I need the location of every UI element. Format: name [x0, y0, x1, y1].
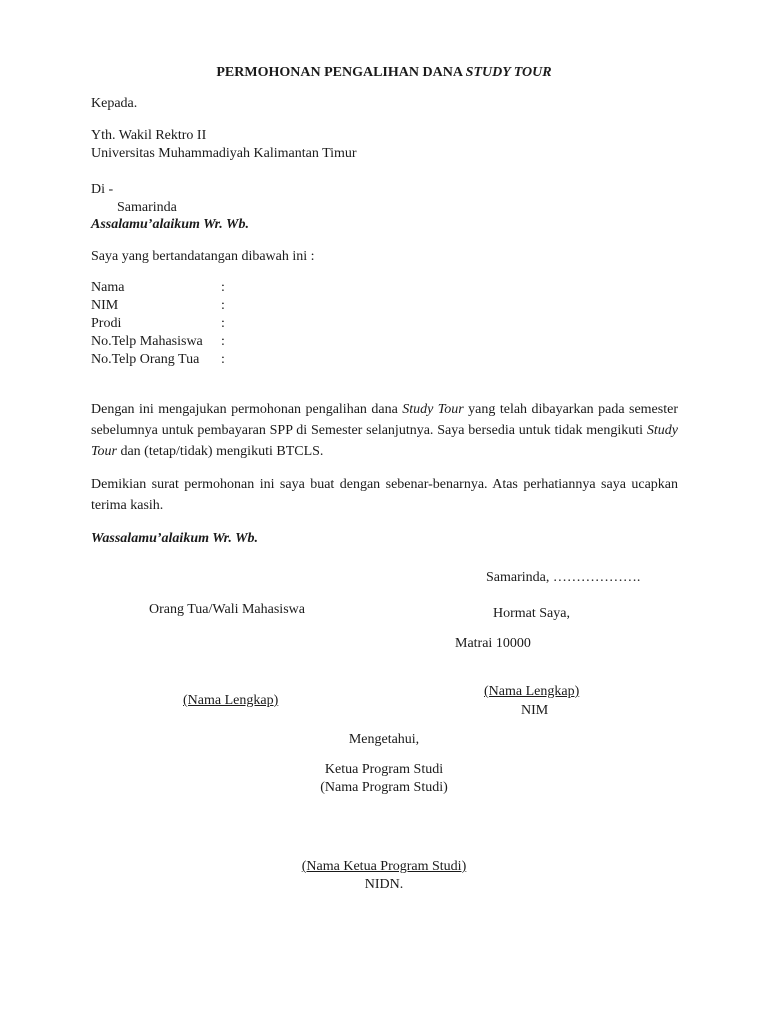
prodi-name-placeholder: (Nama Program Studi): [320, 780, 448, 795]
closing-greeting: Wassalamu’alaikum Wr. Wb.: [91, 531, 259, 546]
recipient-title: Yth. Wakil Rektro II: [91, 128, 207, 143]
field-row-prodi: [91, 315, 225, 333]
student-nim-label: NIM: [521, 703, 549, 718]
body-text: dan (tetap/tidak) mengikuti BTCLS.: [116, 444, 324, 459]
matrai-note: Matrai 10000: [455, 636, 531, 651]
opening-greeting: Assalamu’alaikum Wr. Wb.: [91, 217, 249, 232]
field-label: NIM: [91, 298, 119, 313]
kepada-line: Kepada.: [91, 96, 138, 111]
di-line: Di -: [91, 182, 114, 197]
body-text-italic: Study Tour: [91, 423, 678, 459]
field-colon: :: [221, 298, 225, 313]
kaprodi-name-placeholder: (Nama Ketua Program Studi): [301, 859, 467, 874]
field-label: No.Telp Mahasiswa: [91, 334, 203, 349]
field-colon: :: [221, 334, 225, 349]
field-row-nama: [91, 279, 225, 297]
kaprodi-title: Ketua Program Studi: [324, 762, 444, 777]
nidn-label: NIDN.: [364, 877, 404, 892]
field-label: No.Telp Orang Tua: [91, 352, 200, 367]
mengetahui-label: Mengetahui,: [348, 732, 420, 747]
parent-name-placeholder: (Nama Lengkap): [183, 693, 279, 708]
student-name-placeholder: (Nama Lengkap): [484, 684, 580, 699]
field-row-telp-orang-tua: [91, 351, 225, 369]
title-italic: STUDY TOUR: [465, 65, 552, 80]
body-text: Dengan ini mengajukan permohonan pengalihan dana: [91, 402, 403, 417]
field-row-telp-mahasiswa: [91, 333, 225, 351]
date-line: Samarinda, ……………….: [486, 570, 641, 585]
field-colon: :: [221, 316, 225, 331]
field-colon: :: [221, 280, 225, 295]
body-paragraph-closing: Demikian surat permohonan ini saya buat dengan sebenar-benarnya. Atas perhatiannya saya ucapkan terima kasih.: [91, 477, 678, 513]
title-main: PERMOHONAN PENGALIHAN DANA: [216, 65, 466, 80]
document-title: [0, 64, 768, 82]
field-label: Prodi: [91, 316, 122, 331]
field-row-nim: [91, 297, 225, 315]
intro-line: Saya yang bertandatangan dibawah ini :: [91, 249, 315, 264]
body-text-italic: Study Tour: [402, 402, 464, 417]
field-label: Nama: [91, 280, 125, 295]
field-colon: :: [221, 352, 225, 367]
parent-signature-label: Orang Tua/Wali Mahasiswa: [149, 602, 305, 617]
body-text: yang telah dibayarkan pada semester sebelumnya untuk pembayaran SPP di Semester selanjutnya. Saya bersedia untuk tidak mengikuti: [91, 402, 678, 438]
recipient-city: Samarinda: [117, 200, 177, 215]
recipient-university: Universitas Muhammadiyah Kalimantan Timur: [91, 146, 357, 161]
hormat-saya: Hormat Saya,: [493, 606, 570, 621]
body-paragraph-request: [91, 399, 678, 462]
